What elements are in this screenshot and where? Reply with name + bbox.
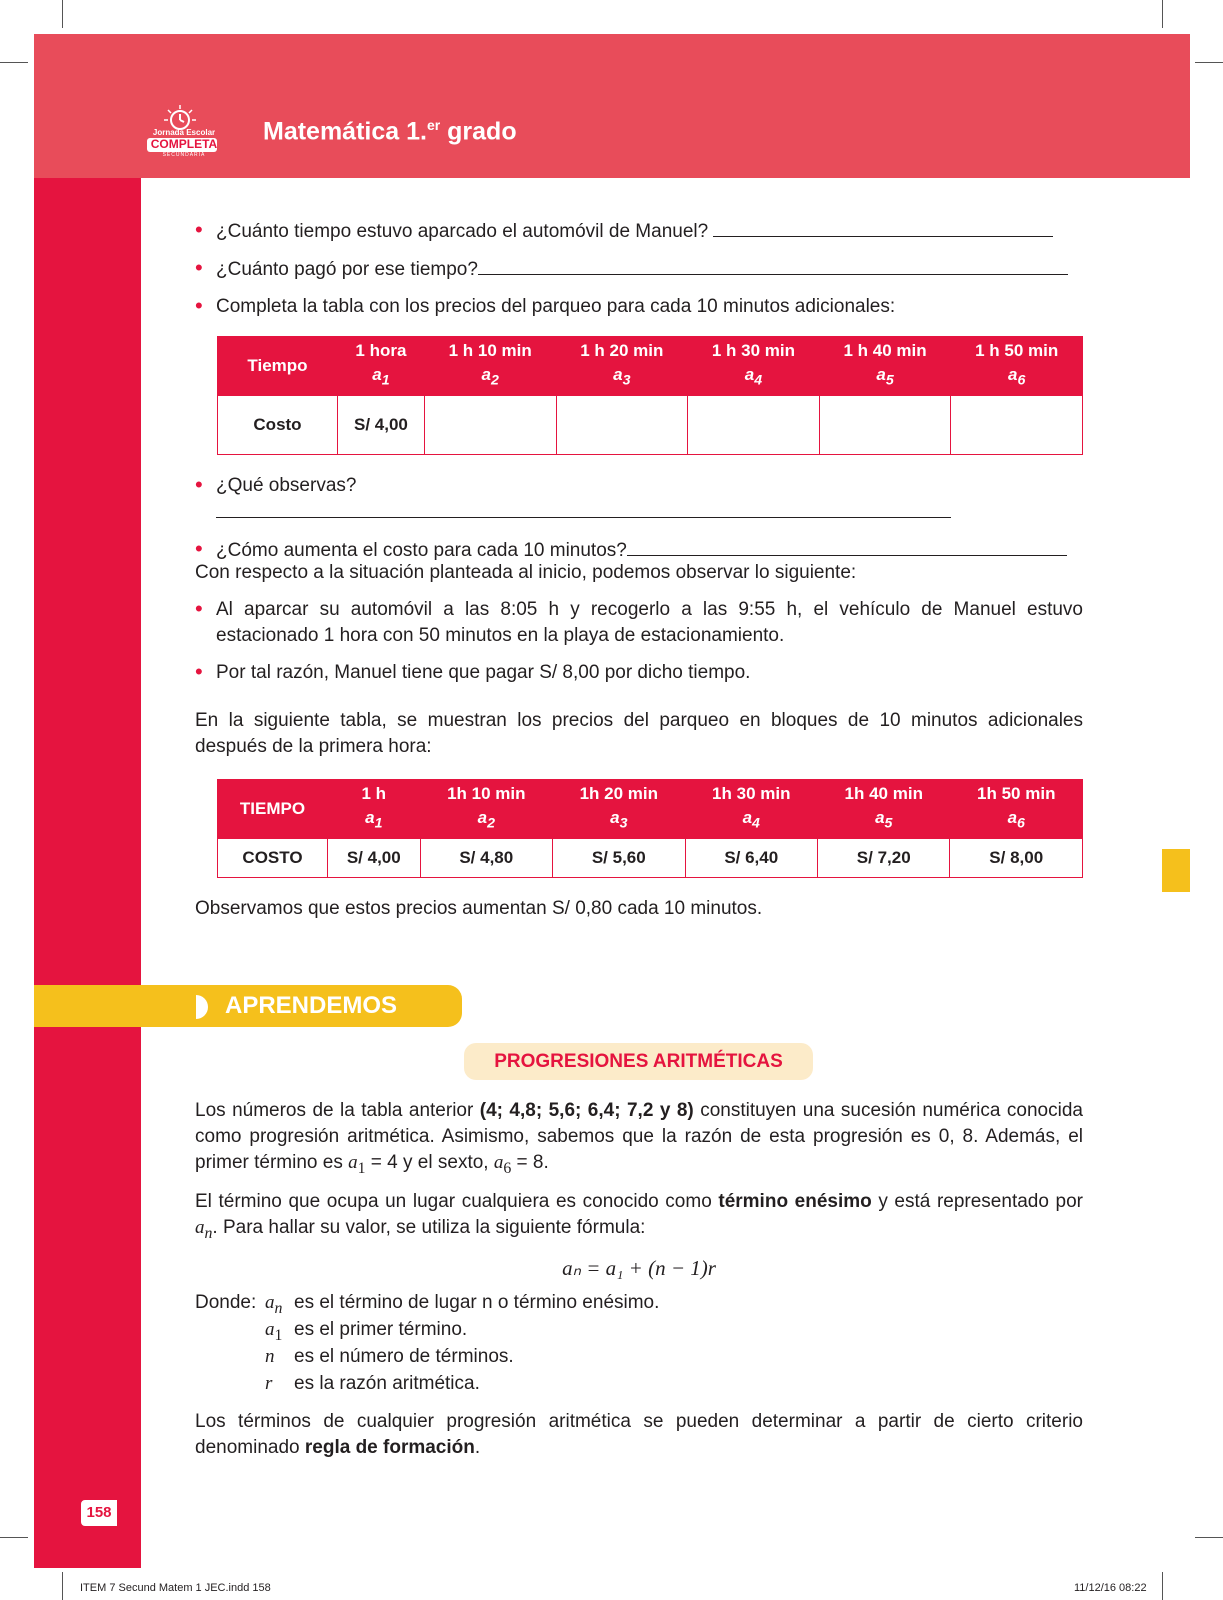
table2-wrap — [195, 779, 1083, 878]
question-text: ¿Qué observas? — [216, 475, 357, 496]
crop-mark — [1162, 0, 1163, 28]
p1-text: constituyen una sucesión numérica conocida como progresión aritmética. Asimismo, sabemos que la razón de esta progresión es 0, 8. Además, el primer término es — [195, 1100, 1083, 1173]
col-term: $a_6$ — [1007, 808, 1025, 832]
col-term: $a_3$ — [613, 365, 631, 389]
p1-bold: (4; 4,8; 5,6; 6,4; 7,2 y 8) — [479, 1100, 694, 1121]
cost-cell: S/ 4,80 — [420, 839, 552, 878]
p1-text: = 8. — [511, 1152, 549, 1173]
col-head — [424, 337, 556, 396]
col-time: 1 h — [361, 784, 387, 804]
col-time: 1 h 10 min — [448, 341, 532, 361]
cost-cell: S/ 5,60 — [553, 839, 685, 878]
cost-cell: S/ 4,00 — [338, 396, 425, 455]
question-item — [195, 218, 1083, 245]
price-table — [217, 779, 1083, 878]
question-item — [195, 256, 1083, 283]
answer-line[interactable] — [713, 218, 1053, 237]
p2-text: y está representado por — [871, 1191, 1083, 1212]
page-title — [263, 117, 517, 146]
title-tail: grado — [440, 117, 517, 146]
col-term: $a_3$ — [610, 808, 628, 832]
donde-text: es el término de lugar n o término enésimo. — [294, 1292, 660, 1313]
observations-block — [195, 597, 1083, 697]
title-main: Matemática 1. — [263, 117, 427, 146]
slug-right: 11/12/16 08:22 — [1074, 1582, 1147, 1594]
side-band — [34, 178, 141, 1568]
col-head — [328, 780, 421, 839]
col-time: 1 h 40 min — [843, 341, 927, 361]
donde-row — [195, 1371, 1083, 1398]
p1-text: = 4 y el sexto, — [365, 1152, 494, 1173]
p3-text: . — [474, 1437, 481, 1458]
col-time: 1 hora — [355, 341, 407, 361]
col-time: 1 h 30 min — [711, 341, 795, 361]
aprendemos-label: APRENDEMOS — [225, 992, 398, 1019]
col-head — [420, 780, 552, 839]
paragraph-1 — [195, 1098, 1083, 1182]
question-text: ¿Cómo aumenta el costo para cada 10 minutos? — [216, 540, 627, 561]
question-text: Completa la tabla con los precios del parqueo para cada 10 minutos adicionales: — [216, 296, 896, 317]
donde-text: es el número de términos. — [294, 1346, 514, 1367]
paragraph-3 — [195, 1409, 1083, 1461]
price-table-blank — [217, 336, 1083, 455]
answer-line[interactable] — [627, 537, 1067, 556]
donde-text: es la razón aritmética. — [294, 1373, 480, 1394]
col-term: $a_4$ — [744, 365, 763, 389]
col-head — [338, 337, 425, 396]
col-head — [950, 780, 1083, 839]
cost-cell-input[interactable] — [688, 396, 820, 455]
cost-cell: S/ 4,00 — [328, 839, 421, 878]
col-time: 1 h 50 min — [975, 341, 1059, 361]
crop-mark — [1195, 62, 1223, 63]
donde-symbol: r — [265, 1373, 273, 1394]
col-term: $a_5$ — [875, 808, 893, 832]
logo-line2: COMPLETA — [150, 137, 218, 151]
answer-line[interactable] — [216, 499, 951, 518]
formula: aₙ = a₁ + (n − 1)r — [562, 1256, 716, 1280]
col-time: 1h 40 min — [844, 784, 923, 804]
math-an: $a_n$ — [195, 1217, 213, 1242]
col-head — [819, 337, 951, 396]
cost-cell: S/ 8,00 — [950, 839, 1083, 878]
logo-line1: Jornada Escolar — [152, 128, 216, 137]
p3-bold: regla de formación — [304, 1437, 475, 1458]
col-term: $a_4$ — [742, 808, 760, 832]
p1-text: Los números de la tabla anterior — [195, 1100, 480, 1121]
crop-mark — [0, 62, 28, 63]
crop-mark — [1162, 1572, 1163, 1600]
col-head — [688, 337, 820, 396]
col-head — [553, 780, 685, 839]
row-head: Costo — [218, 396, 338, 455]
col-head — [556, 337, 688, 396]
col-head — [951, 337, 1083, 396]
donde-label: Donde: — [195, 1292, 257, 1313]
crop-mark — [1195, 1537, 1223, 1538]
answer-line[interactable] — [478, 256, 1068, 275]
math-a6: $a_6$ — [493, 1152, 512, 1177]
p2-text: El término que ocupa un lugar cualquiera es conocido como — [195, 1191, 719, 1212]
logo-line3: SECUNDARIA — [162, 152, 206, 158]
p2-bold: término enésimo — [718, 1191, 872, 1212]
crop-mark — [62, 1572, 63, 1600]
donde-row — [195, 1317, 1083, 1344]
cost-cell-input[interactable] — [556, 396, 688, 455]
crop-mark — [0, 1537, 28, 1538]
questions-block — [195, 218, 1083, 331]
p3-text: Los términos de cualquier progresión aritmética se pueden determinar a partir de cierto criterio denominado — [195, 1411, 1083, 1458]
col-term: $a_2$ — [481, 365, 499, 389]
col-time: 1 h 20 min — [580, 341, 664, 361]
cost-cell: S/ 7,20 — [818, 839, 950, 878]
intro-text: Con respecto a la situación planteada al inicio, podemos observar lo siguiente: — [195, 562, 857, 583]
question-text: ¿Cuánto tiempo estuvo aparcado el automóvil de Manuel? — [216, 221, 709, 242]
observation-item: • Por tal razón, Manuel tiene que pagar S/ 8,00 por dicho tiempo. — [195, 660, 1083, 686]
jec-logo — [144, 100, 224, 160]
section-title: PROGRESIONES ARITMÉTICAS — [464, 1043, 813, 1080]
col-term: $a_2$ — [477, 808, 495, 832]
row-head: TIEMPO — [218, 780, 328, 839]
donde-symbol: $a_1$ — [265, 1319, 283, 1344]
col-term: $a_5$ — [876, 365, 894, 389]
col-time: 1h 20 min — [579, 784, 658, 804]
math-a1: $a_1$ — [348, 1152, 366, 1177]
paragraph-2 — [195, 1189, 1083, 1247]
aprendemos-banner — [34, 985, 462, 1027]
row-head: Tiempo — [218, 337, 338, 396]
col-head — [685, 780, 817, 839]
cost-cell-input[interactable] — [424, 396, 556, 455]
donde-text: es el primer término. — [294, 1319, 468, 1340]
table2-intro: En la siguiente tabla, se muestran los precios del parqueo en bloques de 10 minutos adicionales después de la primera hora: — [195, 710, 1083, 757]
donde-symbol: n — [265, 1346, 275, 1367]
question-item — [195, 294, 1083, 320]
page-number: 158 — [81, 1500, 117, 1526]
donde-row — [195, 1344, 1083, 1371]
cost-cell-input[interactable] — [951, 396, 1083, 455]
col-head — [818, 780, 950, 839]
table1-wrap — [195, 336, 1083, 455]
slug-left: ITEM 7 Secund Matem 1 JEC.indd 158 — [80, 1582, 271, 1594]
p2-text: . Para hallar su valor, se utiliza la siguiente fórmula: — [212, 1217, 646, 1238]
conclusion-text: Observamos que estos precios aumentan S/ 0,80 cada 10 minutos. — [195, 898, 763, 919]
col-time: 1h 50 min — [977, 784, 1056, 804]
cost-cell: S/ 6,40 — [685, 839, 817, 878]
cost-cell-input[interactable] — [819, 396, 951, 455]
donde-block — [195, 1290, 1083, 1398]
col-term: $a_6$ — [1007, 365, 1026, 389]
donde-symbol: $a_n$ — [265, 1292, 283, 1317]
question-text: ¿Cuánto pagó por ese tiempo? — [216, 259, 478, 280]
row-head: COSTO — [218, 839, 328, 878]
crop-mark — [62, 0, 63, 28]
col-term: $a_1$ — [372, 365, 390, 389]
col-term: $a_1$ — [365, 808, 383, 832]
observation-item: • Al aparcar su automóvil a las 8:05 h y recogerlo a las 9:55 h, el vehículo de Manuel estuvo estacionado 1 hora con 50 minutos en la playa de estacionamiento. — [195, 597, 1083, 649]
yellow-tab-marker — [1162, 849, 1190, 892]
col-time: 1h 10 min — [447, 784, 526, 804]
donde-row — [195, 1290, 1083, 1317]
col-time: 1h 30 min — [712, 784, 791, 804]
question-item — [195, 473, 1083, 526]
half-circle-icon — [196, 995, 208, 1019]
title-sup: er — [426, 117, 441, 133]
